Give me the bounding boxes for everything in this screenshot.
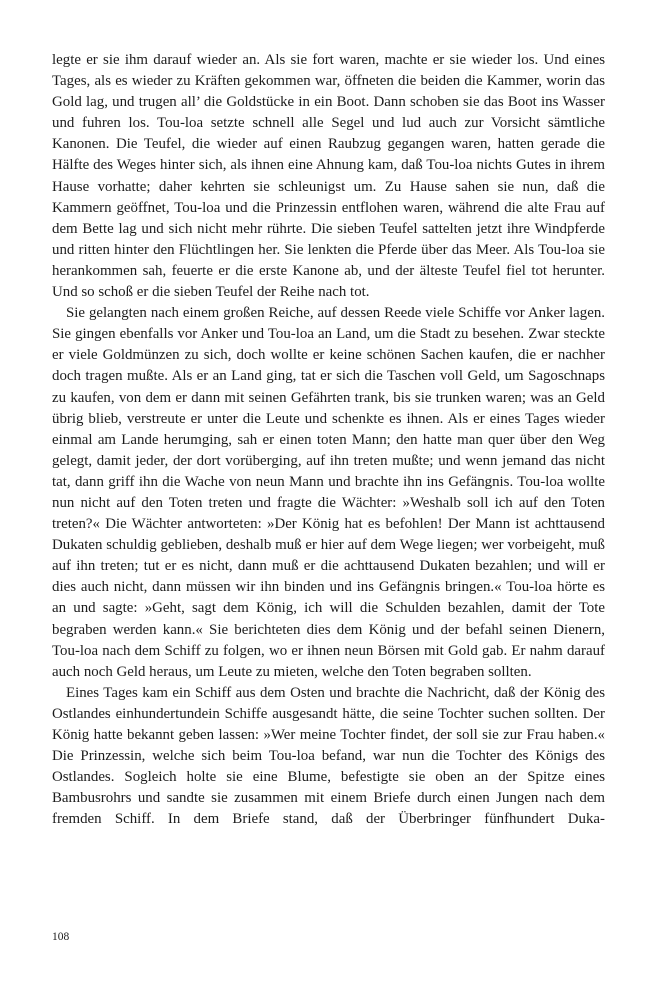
paragraph: legte er sie ihm darauf wieder an. Als sie fort waren, machte er sie wieder los. Und eines Tages, als es wieder zu Kräften gekommen war, öffneten die beiden die Kammer, worin das Gold lag, und trugen all’ die Goldstücke in ein Boot. Dann schoben sie das Boot ins Wasser und fuhren los. Tou-loa setzte schnell alle Segel und lud auch zur Vorsicht sämtliche Kanonen. Die Teufel, die wieder auf einen Raubzug gegangen waren, hatten gerade die Hälfte des Weges hinter sich, als ihnen eine Ahnung kam, daß Tou-loa nichts Gutes in ihrem Hause vorhatte; daher kehrten sie schleunigst um. Zu Hause sahen sie nun, daß die Kammern geöffnet, Tou-loa und die Prinzessin entflohen waren, während die alte Frau auf dem Bette lag und sich nicht mehr rührte. Die sieben Teufel sattelten jetzt ihre Windpferde und ritten hinter den Flüchtlingen her. Sie lenkten die Pferde über das Meer. Als Tou-loa sie herankommen sah, feuerte er die erste Kanone ab, und der älteste Teufel fiel tot herunter. Und so schoß er die sieben Teufel der Reihe nach tot.	[52, 52, 605, 301]
paragraph: Sie gelangten nach einem großen Reiche, auf dessen Reede viele Schiffe vor Anker lagen. Sie gingen ebenfalls vor Anker und Tou-loa an Land, um die Stadt zu besehen. Zwar steckte er viele Goldmünzen zu sich, doch wollte er keine schönen Sachen kaufen, die er nachher doch tragen mußte. Als er an Land ging, tat er sich die Taschen voll Geld, um Sagoschnaps zu kaufen, von dem er dann mit seinen Gefährten trank, bis sie trunken waren; was an Geld übrig blieb, verstreute er unter die Leute und schenkte es ihnen. Als er eines Tages wieder einmal am Lande herumging, sah er einen toten Mann; den hatte man quer über den Weg gelegt, damit jeder, der dort vorüberging, auf ihn treten mußte; und wenn jemand das nicht tat, dann griff ihn die Wache von neun Mann und brachte ihn ins Gefängnis. Tou-loa wollte nun nicht auf den Toten treten und fragte die Wächter: »Weshalb soll ich auf den Toten treten?« Die Wächter antworteten: »Der König hat es befohlen! Der Mann ist achttausend Dukaten schuldig geblieben, deshalb muß er hier auf dem Wege liegen; wer vorbeigeht, muß auf ihn treten; tut er es nicht, dann muß er die achttausend Dukaten bezahlen; und will er dies auch nicht, dann müssen wir ihn binden und ins Gefängnis bringen.« Tou-loa hörte es an und sagte: »Geht, sagt dem König, ich will die Schulden bezahlen, damit der Tote begraben werden kann.« Sie berichteten dies dem König und der befahl seinen Dienern, Tou-loa nach dem Schiff zu folgen, wo er ihnen neun Börsen mit Gold gab. Er nahm darauf auch noch Geld heraus, um Leute zu mieten, welche den Toten begraben sollten.	[52, 305, 605, 680]
page-number: 108	[52, 931, 70, 943]
body-text	[52, 50, 605, 830]
paragraph: Eines Tages kam ein Schiff aus dem Osten und brachte die Nachricht, daß der König des Ostlandes einhundertundein Schiffe ausgesandt hätte, die seine Tochter suchen sollten. Der König hatte bekannt geben lassen: »Wer meine Tochter findet, der soll sie zur Frau haben.« Die Prinzessin, welche sich beim Tou-loa befand, war nun die Tochter des Königs des Ostlandes. Sogleich holte sie eine Blume, befestigte sie oben an der Spitze eines Bambusrohrs und sandte sie zusammen mit einem Briefe durch einen Jungen nach dem fremden Schiff. In dem Briefe stand, daß der Überbringer fünfhundert Duka-	[52, 684, 605, 828]
